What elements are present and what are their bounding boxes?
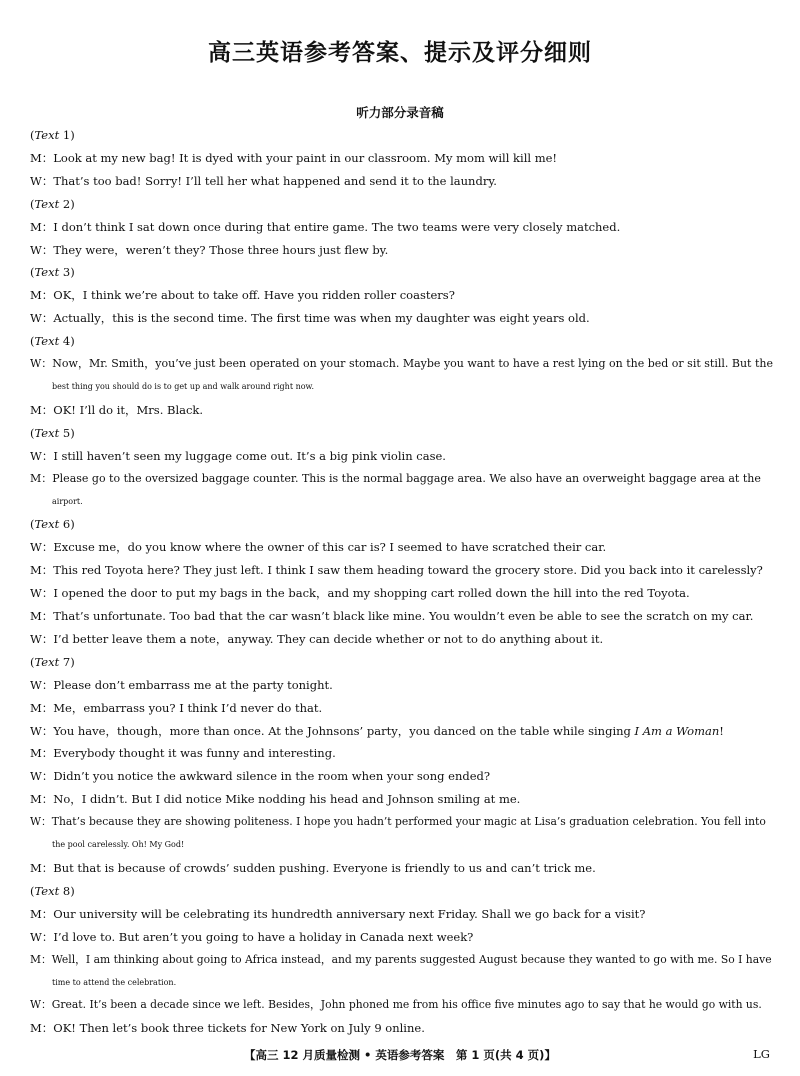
dialogue-line: W：Now，Mr. Smith，you’ve just been operated on your stomach. Maybe you want to have a rest lying on the bed or sit still. But the: [30, 357, 773, 371]
dialogue-line: M：Our university will be celebrating its hundredth anniversary next Friday. Shall we go back for a visit?: [30, 906, 646, 921]
dialogue-line: M：Everybody thought it was funny and interesting.: [30, 746, 336, 761]
dialogue-line-continued: airport.: [52, 496, 83, 506]
song-title: I Am a Woman: [634, 723, 720, 738]
dialogue-line: M：This red Toyota here? They just left. I think I saw them heading toward the grocery store. Did you back into it carelessly?: [30, 563, 763, 578]
dialogue-line: M：OK! I’ll do it，Mrs. Black.: [30, 402, 204, 417]
text-4-label: (Text 4): [30, 334, 75, 349]
dialogue-line-continued: the pool carelessly. Oh! My God!: [52, 840, 185, 850]
dialogue-line: W：Excuse me，do you know where the owner of this car is? I seemed to have scratched their car.: [30, 540, 607, 555]
text-7-label: (Text 7): [30, 654, 75, 669]
dialogue-line: M：No，I didn’t. But I did notice Mike nodding his head and Johnson smiling at me.: [30, 792, 521, 807]
section-title: 听力部分录音稿: [356, 105, 444, 120]
text-5-label: (Text 5): [30, 425, 75, 440]
dialogue-line: M：OK! Then let’s book three tickets for New York on July 9 online.: [30, 1021, 425, 1036]
dialogue-line: M：I don’t think I sat down once during that entire game. The two teams were very closely matched.: [30, 219, 621, 234]
dialogue-line: W：I’d better leave them a note，anyway. They can decide whether or not to do anything about it.: [30, 631, 604, 646]
dialogue-line: W：You have，though，more than once. At the Johnsons’ party，you danced on the table while singing I Am a Woman!: [30, 723, 724, 738]
dialogue-line: W：That’s because they are showing politeness. I hope you hadn’t performed your magic at Lisa’s graduation celebration. You fell into: [30, 815, 766, 829]
dialogue-line: M：That’s unfortunate. Too bad that the car wasn’t black like mine. You wouldn’t even be able to see the scratch on my car.: [30, 609, 754, 624]
dialogue-line: M：Well，I am thinking about going to Africa instead，and my parents suggested August because they wanted to go with me. So I have: [30, 952, 772, 966]
dialogue-line: W：They were，weren’t they? Those three hours just flew by.: [30, 242, 389, 257]
dialogue-line: W：That’s too bad! Sorry! I’ll tell her what happened and send it to the laundry.: [30, 173, 497, 188]
dialogue-line-continued: best thing you should do is to get up and walk around right now.: [52, 381, 314, 391]
dialogue-line: W：I still haven’t seen my luggage come out. It’s a big pink violin case.: [30, 448, 446, 463]
dialogue-line-continued: time to attend the celebration.: [52, 977, 177, 987]
page-title: 高三英语参考答案、提示及评分细则: [208, 40, 592, 66]
dialogue-line: M：OK，I think we’re about to take off. Have you ridden roller coasters?: [30, 288, 455, 303]
dialogue-line: W：Didn’t you notice the awkward silence in the room when your song ended?: [30, 769, 491, 784]
dialogue-line: W：Please don’t embarrass me at the party tonight.: [30, 677, 333, 692]
dialogue-line: W：Actually，this is the second time. The first time was when my daughter was eight years old.: [30, 311, 590, 326]
dialogue-line: W：I opened the door to put my bags in the back，and my shopping cart rolled down the hill into the red Toyota.: [30, 586, 690, 601]
dialogue-line: W：I’d love to. But aren’t you going to have a holiday in Canada next week?: [30, 929, 474, 944]
dialogue-line: M：Me，embarrass you? I think I’d never do that.: [30, 700, 323, 715]
text-2-label: (Text 2): [30, 196, 75, 211]
dialogue-line: M：But that is because of crowds’ sudden pushing. Everyone is friendly to us and can’t trick me.: [30, 861, 596, 875]
text-3-label: (Text 3): [30, 265, 75, 280]
page-footer: 【高三 12 月质量检测 • 英语参考答案 第 1 页(共 4 页)】: [244, 1048, 556, 1062]
text-8-label: (Text 8): [30, 883, 75, 898]
text-6-label: (Text 6): [30, 517, 75, 532]
corner-code: LG: [753, 1047, 770, 1061]
dialogue-line: M：Please go to the oversized baggage counter. This is the normal baggage area. We also have an overweight baggage area at the: [30, 471, 761, 485]
dialogue-line: W：Great. It’s been a decade since we left. Besides，John phoned me from his office five minutes ago to say that he would go with us.: [30, 998, 762, 1012]
dialogue-line: M：Look at my new bag! It is dyed with your paint in our classroom. My mom will kill me!: [30, 150, 558, 165]
text-1-label: (Text 1): [30, 128, 75, 142]
transcript-body: [30, 124, 774, 1040]
